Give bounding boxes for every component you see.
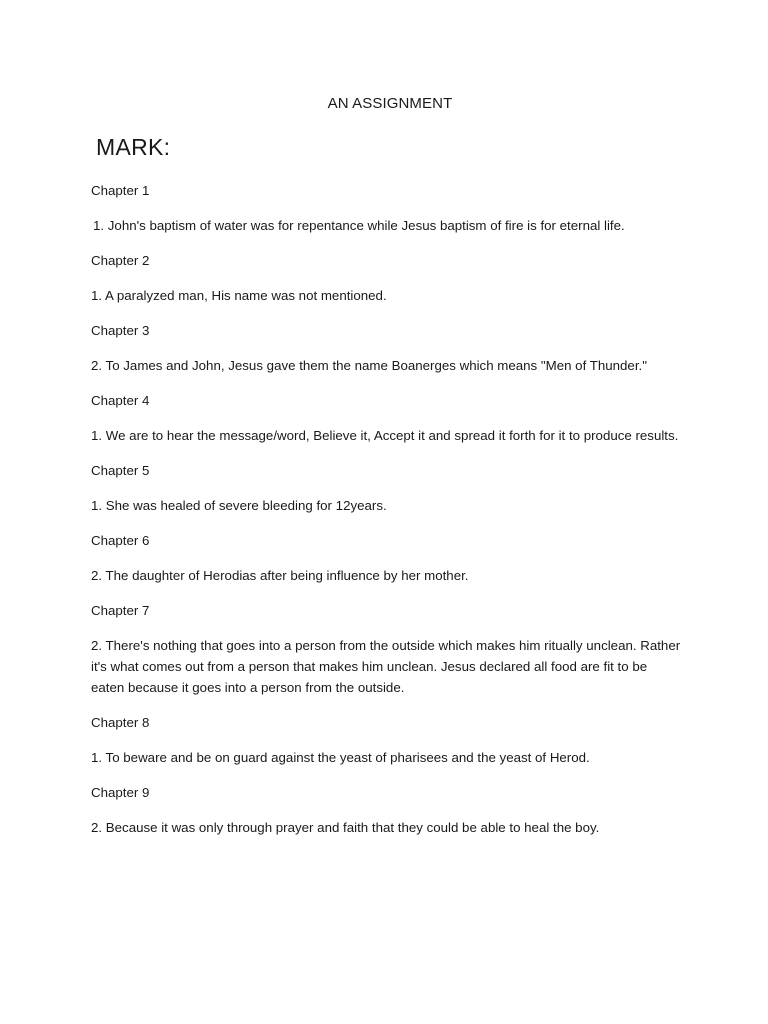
chapter-answer: 1. John's baptism of water was for repentance while Jesus baptism of fire is for eternal life.	[93, 218, 625, 233]
chapter-answer: 1. To beware and be on guard against the yeast of pharisees and the yeast of Herod.	[91, 750, 590, 765]
chapter-answer: 2. Because it was only through prayer and faith that they could be able to heal the boy.	[91, 820, 600, 835]
chapter-answer: 2. There's nothing that goes into a person from the outside which makes him ritually unclean. Rather it's what comes out from a person that makes him unclean. Jesus declared all food are fit to be eaten because it goes into a person from the outside.	[91, 638, 681, 695]
chapter-heading: Chapter 5	[91, 463, 150, 478]
chapter-heading: Chapter 1	[91, 183, 150, 198]
chapter-answer: 2. The daughter of Herodias after being influence by her mother.	[91, 568, 469, 583]
chapter-heading: Chapter 8	[91, 715, 150, 730]
chapter-answer: 1. A paralyzed man, His name was not mentioned.	[91, 288, 387, 303]
chapter-heading: Chapter 4	[91, 393, 150, 408]
chapter-heading: Chapter 7	[91, 603, 150, 618]
chapter-heading: Chapter 6	[91, 533, 150, 548]
chapter-list	[91, 180, 681, 852]
chapter-answer: 2. To James and John, Jesus gave them the name Boanerges which means "Men of Thunder."	[91, 358, 647, 373]
chapter-answer: 1. She was healed of severe bleeding for 12years.	[91, 498, 387, 513]
chapter-heading: Chapter 3	[91, 323, 150, 338]
chapter-heading: Chapter 2	[91, 253, 150, 268]
chapter-heading: Chapter 9	[91, 785, 150, 800]
subject-heading: MARK:	[96, 134, 171, 160]
document-title: AN ASSIGNMENT	[327, 95, 453, 112]
chapter-answer: 1. We are to hear the message/word, Believe it, Accept it and spread it forth for it to produce results.	[91, 428, 679, 443]
